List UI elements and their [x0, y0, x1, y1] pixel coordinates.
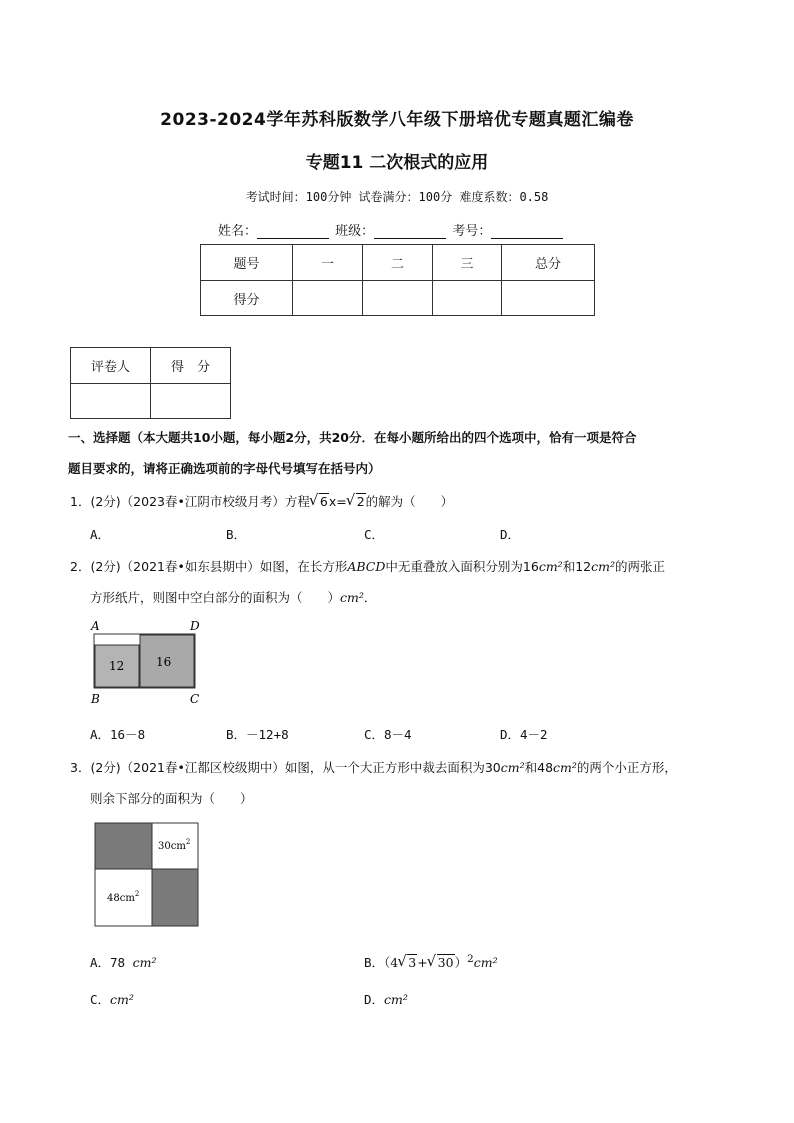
vertex-a: A	[91, 619, 100, 633]
q3-option-a[interactable]	[90, 953, 156, 971]
square-12-label: 12	[109, 659, 125, 673]
q3-unit: cm²	[500, 760, 525, 775]
q3-a-unit: cm²	[132, 955, 157, 970]
q2-option-d[interactable]: D．4－2	[500, 727, 548, 742]
q2-text-f: ．	[363, 590, 377, 605]
q1-option-b[interactable]: B．	[226, 527, 247, 542]
q2-option-b[interactable]: B．－12+8	[226, 727, 289, 742]
sqrt-2	[347, 494, 366, 509]
q3-unit: cm²	[553, 760, 577, 775]
q2-text-c: 和12	[562, 559, 592, 574]
score-cell[interactable]	[433, 281, 502, 316]
q2-option-a[interactable]: A．16－8	[90, 727, 146, 742]
q3-c-unit: cm²	[110, 992, 134, 1007]
q2-abcd: ABCD	[347, 559, 386, 574]
q3-b-exp: 2	[467, 953, 474, 965]
q1-prefix: 1．(2分)（2023春•江阴市校级月考）方程	[70, 494, 310, 509]
score-header-cell: 三	[433, 245, 502, 281]
q3-text-a: 3．(2分)（2021春•江都区校级期中）如图，从一个大正方形中裁去面积为30	[70, 760, 501, 775]
q3-figure	[94, 822, 212, 930]
sqrt-30-radicand: 30	[437, 955, 454, 971]
q3-option-d[interactable]	[364, 990, 408, 1008]
grader-header-cell: 评卷人	[71, 348, 151, 384]
score-cell[interactable]	[502, 281, 595, 316]
square-48-label	[107, 890, 139, 904]
q2-option-c[interactable]: C．8－4	[364, 727, 412, 742]
sqrt-3	[398, 955, 417, 970]
grader-cell[interactable]	[151, 384, 231, 419]
number-blank[interactable]	[491, 226, 563, 239]
square-48-label-text: 48cm	[107, 893, 135, 904]
q3-c-label: C．	[90, 992, 111, 1007]
q1-option-c[interactable]: C．	[364, 527, 385, 542]
student-info-line	[218, 220, 565, 239]
question-3-line2: 则余下部分的面积为（ ）	[90, 791, 253, 806]
q3-d-label: D．	[364, 992, 385, 1007]
vertex-b: B	[91, 692, 100, 706]
q3-b-close: ）	[454, 955, 468, 971]
q2-text-d: 的两张正	[614, 559, 665, 574]
remaining-top-left	[95, 823, 152, 869]
score-cell[interactable]	[293, 281, 363, 316]
sqrt-2-radicand: 2	[356, 494, 365, 509]
q3-b-open: （4	[384, 955, 399, 971]
grader-cell[interactable]	[71, 384, 151, 419]
q1-option-d[interactable]: D．	[500, 527, 521, 542]
square-30-sup: 2	[185, 838, 191, 846]
square-48-sup: 2	[134, 890, 140, 898]
q3-text-c: 的两个小正方形，	[576, 760, 677, 775]
section-heading-line2: 题目要求的，请将正确选项前的字母代号填写在括号内）	[68, 461, 381, 476]
q3-b-unit: cm²	[473, 955, 498, 971]
exam-title: 2023-2024学年苏科版数学八年级下册培优专题真题汇编卷	[160, 110, 634, 130]
q3-option-c[interactable]	[90, 990, 134, 1008]
score-header-cell: 二	[363, 245, 433, 281]
question-2-line1	[70, 557, 665, 575]
score-row-label: 得分	[201, 281, 293, 316]
score-header-cell: 题号	[201, 245, 293, 281]
q3-b-label: B．	[364, 955, 385, 971]
q3-a-label: A．78	[90, 955, 126, 970]
score-table	[200, 244, 595, 316]
q2-text-b: 中无重叠放入面积分别为16	[385, 559, 539, 574]
class-label: 班级：	[335, 224, 375, 239]
question-3-line1	[70, 758, 677, 776]
q3-b-plus: +	[417, 955, 428, 971]
q3-d-unit: cm²	[384, 992, 408, 1007]
score-header-cell: 总分	[502, 245, 595, 281]
sqrt-6-radicand: 6	[319, 494, 328, 509]
q2-unit: cm²	[538, 559, 563, 574]
vertex-d: D	[190, 619, 200, 633]
square-30-label	[158, 838, 190, 852]
q3-option-b[interactable]	[364, 953, 498, 971]
q3-text-b: 和48	[524, 760, 554, 775]
grader-table	[70, 347, 231, 419]
question-2-line2	[90, 588, 376, 606]
class-blank[interactable]	[374, 226, 446, 239]
name-blank[interactable]	[257, 226, 329, 239]
q1-suffix: 的解为（ ）	[365, 494, 454, 509]
sqrt-3-radicand: 3	[408, 955, 417, 971]
sqrt-6	[310, 494, 329, 509]
number-label: 考号：	[452, 224, 492, 239]
exam-info: 考试时间：100分钟 试卷满分：100分 难度系数：0.58	[245, 190, 549, 204]
topic-title: 专题11 二次根式的应用	[305, 153, 489, 173]
name-label: 姓名：	[218, 224, 258, 239]
question-1	[70, 492, 453, 510]
section-heading-line1: 一、选择题（本大题共10小题，每小题2分，共20分．在每小题所给出的四个选项中，恰有一项是符合	[68, 430, 637, 445]
vertex-c: C	[190, 692, 200, 706]
q2-text-a: 2．(2分)（2021春•如东县期中）如图，在长方形	[70, 559, 348, 574]
square-16-label: 16	[156, 655, 172, 669]
score-header-cell: 一	[293, 245, 363, 281]
q2-unit: cm²	[340, 590, 364, 605]
q2-figure	[88, 618, 208, 708]
grader-header-cell: 得 分	[151, 348, 231, 384]
q2-unit: cm²	[591, 559, 615, 574]
q1-option-a[interactable]: A．	[90, 527, 111, 542]
sqrt-30	[428, 955, 455, 970]
q2-text-e: 方形纸片，则图中空白部分的面积为（ ）	[90, 590, 341, 605]
q1-mid: x=	[328, 494, 347, 509]
score-cell[interactable]	[363, 281, 433, 316]
remaining-bottom-right	[152, 869, 198, 926]
square-30-label-text: 30cm	[158, 841, 186, 852]
